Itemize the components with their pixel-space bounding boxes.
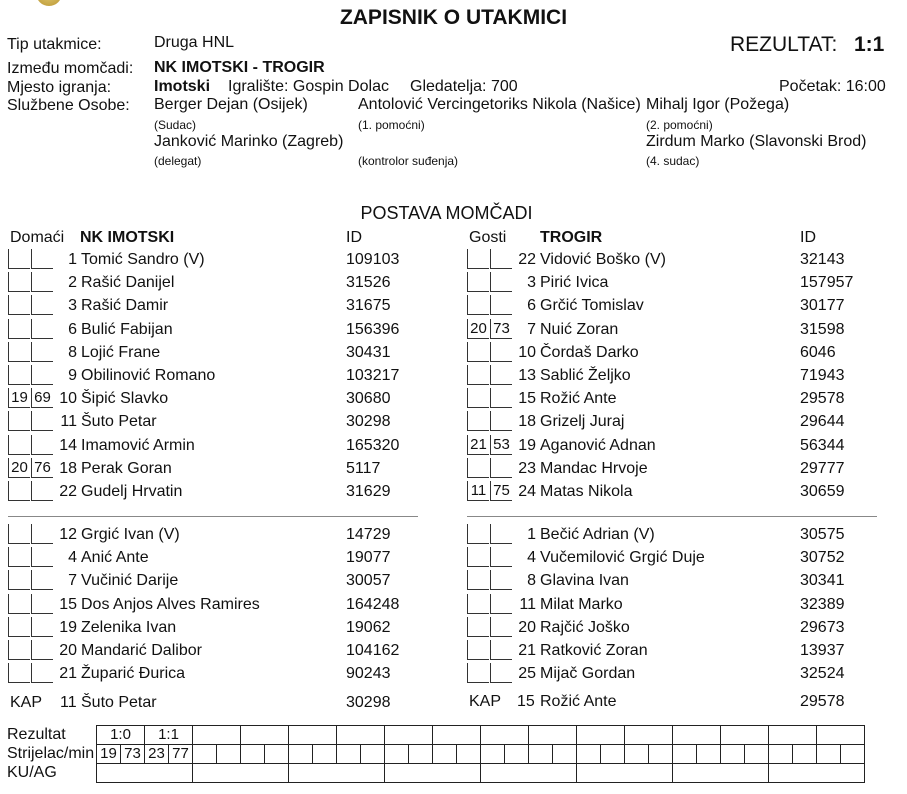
kuag-cell xyxy=(673,764,769,783)
minute-box xyxy=(467,249,489,269)
result-cell xyxy=(481,726,529,745)
home-divider xyxy=(8,516,418,517)
minute-box xyxy=(467,365,489,385)
player-name: Vučinić Darije xyxy=(81,572,179,590)
player-name: Čordaš Darko xyxy=(540,343,639,361)
player-name: Milat Marko xyxy=(540,595,623,613)
scorer-cell xyxy=(241,745,265,764)
player-id: 71943 xyxy=(800,367,845,384)
player-id: 14729 xyxy=(346,526,391,543)
result-cell xyxy=(433,726,481,745)
player-number: 6 xyxy=(68,320,77,338)
minute-box xyxy=(8,640,30,660)
official-role: (delegat) xyxy=(154,154,202,168)
result-cell xyxy=(817,726,865,745)
player-id: 30057 xyxy=(346,572,391,590)
player-number: 13 xyxy=(518,367,536,384)
player-number: 19 xyxy=(518,436,536,454)
player-id: 32143 xyxy=(800,251,845,268)
player-id: 30431 xyxy=(346,343,391,361)
player-number: 1 xyxy=(527,526,536,543)
player-id: 31629 xyxy=(346,483,391,500)
scorer-cell xyxy=(649,745,673,764)
player-name: Mijač Gordan xyxy=(540,665,636,683)
player-id: 31598 xyxy=(800,320,845,338)
venue-ground: Igralište: Gospin Dolac xyxy=(228,78,389,95)
player-id: 32524 xyxy=(800,665,845,683)
scorer-cell xyxy=(361,745,385,764)
player-name: Sablić Željko xyxy=(540,367,631,384)
minute-box xyxy=(8,365,30,385)
scorer-cell xyxy=(529,745,553,764)
result-cell xyxy=(385,726,433,745)
away-captain-number: 15 xyxy=(517,693,535,710)
scorer-cell: 73 xyxy=(121,745,145,764)
player-id: 103217 xyxy=(346,367,400,384)
minute-box xyxy=(8,524,30,544)
scorer-cell xyxy=(337,745,361,764)
player-id: 30177 xyxy=(800,297,845,315)
player-name: Ratković Zoran xyxy=(540,642,648,659)
player-id: 6046 xyxy=(800,343,836,361)
player-number: 12 xyxy=(59,526,77,543)
scorer-cell: 19 xyxy=(97,745,121,764)
official-role: (Sudac) xyxy=(154,118,197,132)
player-name: Nuić Zoran xyxy=(540,320,619,338)
scorer-cell xyxy=(625,745,649,764)
officials-label: Službene Osobe: xyxy=(7,97,130,114)
minute-box xyxy=(467,640,489,660)
home-captain-label: KAP xyxy=(10,694,43,711)
player-number: 4 xyxy=(68,549,77,567)
player-number: 8 xyxy=(527,572,536,590)
venue-city: Imotski xyxy=(154,78,211,95)
kuag-cell xyxy=(577,764,673,783)
player-number: 4 xyxy=(527,549,536,567)
section-title: POSTAVA MOMČADI xyxy=(360,203,533,223)
player-number: 3 xyxy=(527,274,536,292)
scorer-cell xyxy=(721,745,745,764)
player-id: 31675 xyxy=(346,297,391,315)
player-number: 7 xyxy=(68,572,77,590)
minute-box xyxy=(8,272,30,292)
minute-box xyxy=(467,342,489,362)
home-captain-id: 30298 xyxy=(346,694,391,711)
result-cell xyxy=(721,726,769,745)
result-cell xyxy=(529,726,577,745)
minute-box: 75 xyxy=(490,481,512,501)
result-label: REZULTAT: xyxy=(730,33,838,56)
player-name: Obilinović Romano xyxy=(81,367,216,384)
scorer-cell xyxy=(697,745,721,764)
scorer-cell xyxy=(673,745,697,764)
player-id: 29777 xyxy=(800,459,845,477)
official-name: Berger Dejan (Osijek) xyxy=(154,96,308,113)
player-number: 22 xyxy=(59,483,77,500)
scorer-cell xyxy=(433,745,457,764)
minute-box xyxy=(8,547,30,567)
player-number: 10 xyxy=(518,343,536,361)
result-cell: 1:1 xyxy=(145,726,193,745)
player-number: 20 xyxy=(518,618,536,636)
scorer-cell xyxy=(313,745,337,764)
player-name: Zelenika Ivan xyxy=(81,618,177,636)
minute-box: 11 xyxy=(467,481,489,501)
away-captain-label: KAP xyxy=(469,693,502,710)
player-number: 20 xyxy=(59,642,77,659)
player-name: Župarić Đurica xyxy=(81,665,186,683)
minute-box: 20 xyxy=(467,319,489,339)
player-number: 18 xyxy=(518,413,536,431)
player-number: 2 xyxy=(68,274,77,292)
player-id: 30575 xyxy=(800,526,845,543)
player-name: Rašić Danijel xyxy=(81,274,175,292)
player-id: 19077 xyxy=(346,549,391,567)
home-team-name: NK IMOTSKI xyxy=(80,229,175,246)
player-id: 157957 xyxy=(800,274,854,292)
scorer-cell xyxy=(385,745,409,764)
player-name: Mandarić Dalibor xyxy=(81,642,202,659)
player-name: Vučemilović Grgić Duje xyxy=(540,549,705,567)
player-name: Grčić Tomislav xyxy=(540,297,644,315)
player-number: 9 xyxy=(68,367,77,384)
player-id: 29644 xyxy=(800,413,845,431)
result-cell: 1:0 xyxy=(97,726,145,745)
result-cell xyxy=(577,726,625,745)
player-name: Imamović Armin xyxy=(81,436,195,454)
result-cell xyxy=(337,726,385,745)
player-id: 30752 xyxy=(800,549,845,567)
player-number: 7 xyxy=(527,320,536,338)
minute-box xyxy=(8,411,30,431)
player-name: Grizelj Juraj xyxy=(540,413,625,431)
official-role: (kontrolor suđenja) xyxy=(358,154,459,168)
official-name: Janković Marinko (Zagreb) xyxy=(154,133,344,150)
player-name: Pirić Ivica xyxy=(540,274,609,292)
player-name: Dos Anjos Alves Ramires xyxy=(81,595,260,613)
venue-label: Mjesto igranja: xyxy=(7,79,112,96)
home-captain-number: 11 xyxy=(60,694,77,711)
player-id: 29578 xyxy=(800,390,845,408)
player-id: 29673 xyxy=(800,618,845,636)
minute-box xyxy=(8,481,30,501)
scorer-cell xyxy=(841,745,865,764)
player-name: Rašić Damir xyxy=(81,297,169,315)
player-name: Matas Nikola xyxy=(540,483,633,500)
scorer-cell: 77 xyxy=(169,745,193,764)
player-number: 24 xyxy=(518,483,536,500)
minute-box xyxy=(8,594,30,614)
player-id: 109103 xyxy=(346,251,400,268)
player-name: Mandac Hrvoje xyxy=(540,459,648,477)
player-number: 3 xyxy=(68,297,77,315)
official-role: (1. pomoćni) xyxy=(358,118,425,132)
attendance: Gledatelja: 700 xyxy=(410,78,518,95)
scorer-cell xyxy=(793,745,817,764)
minute-box: 73 xyxy=(490,319,512,339)
player-id: 19062 xyxy=(346,618,391,636)
minute-box xyxy=(467,272,489,292)
minute-box xyxy=(8,295,30,315)
scorer-cell xyxy=(457,745,481,764)
scorer-cell xyxy=(193,745,217,764)
scorer-cell xyxy=(553,745,577,764)
player-name: Grgić Ivan (V) xyxy=(81,526,180,543)
minute-box xyxy=(8,435,30,455)
result-value: 1:1 xyxy=(854,33,885,56)
player-number: 1 xyxy=(68,251,77,268)
player-id: 30341 xyxy=(800,572,845,590)
player-name: Lojić Frane xyxy=(81,343,161,361)
scorer-cell xyxy=(601,745,625,764)
scorer-cell xyxy=(409,745,433,764)
result-cell xyxy=(193,726,241,745)
match-type-value: Druga HNL xyxy=(154,34,235,51)
player-name: Rožić Ante xyxy=(540,390,617,408)
kuag-row-label: KU/AG xyxy=(7,764,57,781)
result-cell xyxy=(673,726,721,745)
player-number: 11 xyxy=(519,595,536,613)
player-id: 5117 xyxy=(346,459,381,477)
minute-box xyxy=(8,342,30,362)
scorer-cell xyxy=(481,745,505,764)
player-id: 164248 xyxy=(346,595,400,613)
scorer-cell xyxy=(505,745,529,764)
player-id: 31526 xyxy=(346,274,391,292)
player-id: 104162 xyxy=(346,642,400,659)
player-name: Rajčić Joško xyxy=(540,618,630,636)
minute-box xyxy=(467,617,489,637)
minute-box xyxy=(467,594,489,614)
kuag-cell xyxy=(385,764,481,783)
official-name: Mihalj Igor (Požega) xyxy=(646,96,790,113)
player-number: 11 xyxy=(60,413,77,431)
away-divider xyxy=(467,516,877,517)
minute-box xyxy=(467,295,489,315)
player-number: 21 xyxy=(59,665,77,683)
minute-box: 53 xyxy=(490,435,512,455)
minute-box: 19 xyxy=(8,388,30,408)
kuag-cell xyxy=(769,764,865,783)
away-id-header: ID xyxy=(800,229,816,246)
minute-box: 20 xyxy=(8,458,30,478)
away-side-label: Gosti xyxy=(469,229,507,246)
home-side-label: Domaći xyxy=(10,229,65,246)
minute-box xyxy=(8,249,30,269)
scorer-cell xyxy=(577,745,601,764)
player-name: Vidović Boško (V) xyxy=(540,251,666,268)
player-name: Bečić Adrian (V) xyxy=(540,526,655,543)
player-name: Šuto Petar xyxy=(81,413,157,431)
player-number: 15 xyxy=(59,595,77,613)
minute-box xyxy=(8,663,30,683)
scorer-cell: 23 xyxy=(145,745,169,764)
minute-box xyxy=(467,524,489,544)
player-number: 15 xyxy=(518,390,536,408)
player-id: 156396 xyxy=(346,320,400,338)
minute-box xyxy=(467,411,489,431)
away-team-name: TROGIR xyxy=(540,229,603,246)
scorer-cell xyxy=(289,745,313,764)
result-cell xyxy=(241,726,289,745)
minute-box xyxy=(467,547,489,567)
scorer-cell xyxy=(265,745,289,764)
match-type-label: Tip utakmice: xyxy=(7,36,102,53)
player-number: 22 xyxy=(518,251,536,268)
player-name: Tomić Sandro (V) xyxy=(81,251,205,268)
player-number: 14 xyxy=(59,436,77,454)
official-role: (4. sudac) xyxy=(646,154,700,168)
away-captain-name: Rožić Ante xyxy=(540,693,617,710)
player-number: 25 xyxy=(518,665,536,683)
player-id: 32389 xyxy=(800,595,845,613)
player-id: 30659 xyxy=(800,483,845,500)
kuag-cell xyxy=(289,764,385,783)
scorer-cell xyxy=(745,745,769,764)
minute-box: 69 xyxy=(31,388,53,408)
official-role: (2. pomoćni) xyxy=(646,118,713,132)
player-number: 19 xyxy=(59,618,77,636)
official-name: Antolović Vercingetoriks Nikola (Našice) xyxy=(358,96,641,113)
player-id: 13937 xyxy=(800,642,845,659)
kuag-cell xyxy=(97,764,193,783)
player-id: 90243 xyxy=(346,665,391,683)
scorer-cell xyxy=(817,745,841,764)
minute-box xyxy=(467,458,489,478)
minute-box xyxy=(8,319,30,339)
player-id: 30298 xyxy=(346,413,391,431)
minute-box xyxy=(8,617,30,637)
minute-box: 76 xyxy=(31,458,53,478)
result-cell xyxy=(769,726,817,745)
kuag-cell xyxy=(193,764,289,783)
scoring-table xyxy=(96,725,865,783)
scorer-cell xyxy=(769,745,793,764)
scorer-cell xyxy=(217,745,241,764)
home-captain-name: Šuto Petar xyxy=(81,694,157,711)
scorer-row-label: Strijelac/min xyxy=(7,745,95,762)
player-number: 21 xyxy=(518,642,536,659)
kickoff-time: Početak: 16:00 xyxy=(779,78,886,95)
kuag-cell xyxy=(481,764,577,783)
player-name: Šipić Slavko xyxy=(81,390,169,408)
teams-value: NK IMOTSKI - TROGIR xyxy=(154,59,325,76)
result-cell xyxy=(625,726,673,745)
page-title: ZAPISNIK O UTAKMICI xyxy=(339,6,568,29)
player-name: Bulić Fabijan xyxy=(81,320,173,338)
player-name: Perak Goran xyxy=(81,459,172,477)
player-id: 56344 xyxy=(800,436,845,454)
player-number: 8 xyxy=(68,343,77,361)
player-name: Anić Ante xyxy=(81,549,149,567)
player-name: Gudelj Hrvatin xyxy=(81,483,183,500)
official-name: Zirdum Marko (Slavonski Brod) xyxy=(646,133,867,150)
player-id: 165320 xyxy=(346,436,400,454)
result-row-label: Rezultat xyxy=(7,726,66,743)
minute-box xyxy=(467,388,489,408)
player-number: 18 xyxy=(59,459,77,477)
result-cell xyxy=(289,726,337,745)
minute-box: 21 xyxy=(467,435,489,455)
home-id-header: ID xyxy=(346,229,362,246)
minute-box xyxy=(467,570,489,590)
player-number: 23 xyxy=(518,459,536,477)
minute-box xyxy=(467,663,489,683)
away-captain-id: 29578 xyxy=(800,693,845,710)
player-name: Aganović Adnan xyxy=(540,436,656,454)
player-number: 6 xyxy=(527,297,536,315)
player-id: 30680 xyxy=(346,390,391,408)
player-number: 10 xyxy=(59,390,77,408)
teams-label: Između momčadi: xyxy=(7,60,134,77)
player-name: Glavina Ivan xyxy=(540,572,629,590)
minute-box xyxy=(8,570,30,590)
